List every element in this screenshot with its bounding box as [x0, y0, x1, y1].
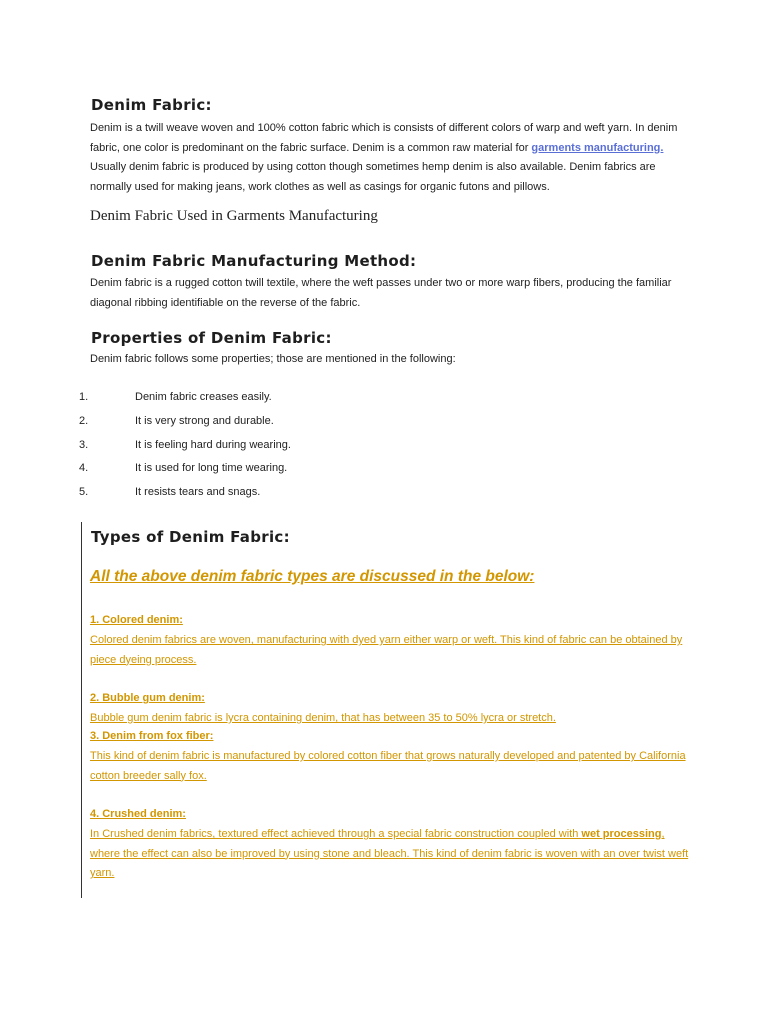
- list-number: 4.: [79, 462, 89, 475]
- type-title-bubble-gum-denim: 2. Bubble gum denim:: [90, 692, 205, 704]
- heading-properties: Properties of Denim Fabric:: [91, 329, 332, 347]
- list-text: It is very strong and durable.: [135, 414, 274, 427]
- list-text: Denim fabric creases easily.: [135, 391, 272, 403]
- list-item: [79, 483, 291, 507]
- list-text: It is used for long time wearing.: [135, 462, 288, 475]
- intro-text-2: Usually denim fabric is produced by using cotton though sometimes hemp denim is also available. Denim fabrics are normally used for making jeans, work clothes as well as casings for organic futons and pillows.: [90, 161, 656, 193]
- type-text-colored-denim: Colored denim fabrics are woven, manufacturing with dyed yarn either warp or weft. This kind of fabric can be obtained by piece dyeing process.: [90, 634, 683, 666]
- heading-denim-fabric: Denim Fabric:: [91, 96, 212, 114]
- paragraph-denim-intro: [90, 119, 680, 197]
- garments-manufacturing-link[interactable]: garments manufacturing.: [531, 141, 664, 154]
- type-title-colored-denim: 1. Colored denim:: [90, 614, 183, 626]
- list-number: 1.: [79, 391, 89, 403]
- list-text: It is feeling hard during wearing.: [135, 438, 291, 451]
- heading-manufacturing-method: Denim Fabric Manufacturing Method:: [91, 252, 417, 270]
- types-subheading: All the above denim fabric types are discussed in the below:: [90, 568, 535, 585]
- list-number: 3.: [79, 438, 89, 451]
- image-caption: Denim Fabric Used in Garments Manufacturing: [90, 208, 378, 224]
- list-number: 2.: [79, 414, 89, 427]
- intro-text-1: Denim is a twill weave woven and 100% cotton fabric which is consists of different colors of warp and weft yarn. In denim fabric, one color is predominant on the fabric surface. Denim is a common raw material for: [90, 122, 678, 154]
- type-text-fox-fiber: This kind of denim fabric is manufactured by colored cotton fiber that grows naturally developed and patented by California cotton breeder sally fox.: [90, 750, 686, 782]
- type-text-crushed-denim: [90, 825, 690, 884]
- list-number: 5.: [79, 486, 89, 499]
- heading-types: Types of Denim Fabric:: [91, 528, 290, 546]
- paragraph-properties-intro: Denim fabric follows some properties; those are mentioned in the following:: [90, 353, 456, 365]
- crushed-text-1: In Crushed denim fabrics, textured effect achieved through a special fabric construction coupled with: [90, 828, 582, 840]
- list-item: [79, 388, 291, 412]
- wet-processing-link[interactable]: wet processing: [581, 828, 662, 840]
- type-title-fox-fiber: 3. Denim from fox fiber:: [90, 730, 214, 742]
- list-item: [79, 459, 291, 483]
- list-text: It resists tears and snags.: [135, 486, 261, 499]
- crushed-text-2: , where the effect can also be improved by using stone and bleach. This kind of denim fabric is woven with an over twist weft yarn.: [90, 828, 689, 879]
- properties-list: [79, 388, 291, 507]
- type-text-bubble-gum-denim: Bubble gum denim fabric is lycra containing denim, that has between 35 to 50% lycra or stretch.: [90, 712, 556, 724]
- type-title-crushed-denim: 4. Crushed denim:: [90, 808, 186, 820]
- list-item: [79, 412, 291, 436]
- paragraph-manufacturing-method: Denim fabric is a rugged cotton twill textile, where the weft passes under two or more warp fibers, producing the familiar diagonal ribbing identifiable on the reverse of the fabric.: [90, 277, 672, 309]
- list-item: [79, 436, 291, 460]
